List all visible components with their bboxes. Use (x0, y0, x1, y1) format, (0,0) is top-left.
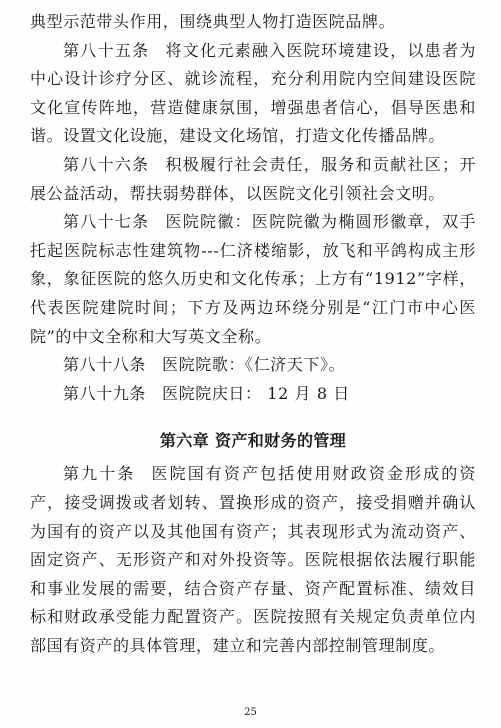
article-text: 医院国有资产包括使用财政资金形成的资产，接受调拨或者划转、置换形成的资产，接受捐赠并确认为国有的资产以及其他国有资产；其表现形式为流动资产、固定资产、无形资产和对外投资等。医院根据依法履行职能和事业发展的需要，结合资产存量、资产配置标准、绩效目标和财政承受能力配置资产。医院按照有关规定负责单位内部国有资产的具体管理，建立和完善内部控制管理制度。 (30, 464, 476, 655)
article-number: 第八十六条 (63, 154, 150, 174)
article-number: 第八十七条 (63, 212, 150, 232)
chapter-title: 第六章 资产和财务的管理 (159, 431, 347, 451)
article-text: 将文化元素融入医院环境建设，以患者为中心设计诊疗分区、就诊流程，充分利用院内空间建设医院文化宣传阵地，营造健康氛围，增强患者信心，倡导医患和谐。设置文化设施，建设文化场馆，打造文化传播品牌。 (30, 40, 476, 146)
page-content (30, 8, 476, 660)
article-number: 第八十五条 (63, 40, 150, 60)
article-number: 第八十八条 (63, 355, 147, 375)
article-text: 医院院庆日： 12 月 8 日 (162, 383, 350, 403)
article-87 (30, 208, 476, 351)
article-90 (30, 460, 476, 660)
article-text: 积极履行社会责任，服务和贡献社区；开展公益活动，帮扶弱势群体，以医院文化引领社会文明。 (30, 154, 476, 203)
article-85 (30, 37, 476, 151)
article-86 (30, 151, 476, 208)
paragraph-continuation (30, 8, 476, 37)
article-text: 医院院徽：医院院徽为椭圆形徽章，双手托起医院标志性建筑物---仁济楼缩影，放飞和平鸽构成主形象，象征医院的悠久历史和文化传承；上方有“1912”字样，代表医院建院时间；下方及两边环绕分别是“江门市中心医院”的中文全称和大写英文全称。 (30, 212, 476, 346)
article-number: 第八十九条 (63, 383, 147, 403)
article-89 (30, 380, 476, 409)
page-number: 25 (244, 707, 257, 718)
article-text: 医院院歌：《仁济天下》。 (162, 355, 346, 375)
paragraph-text: 典型示范带头作用，围绕典型人物打造医院品牌。 (30, 12, 396, 31)
article-88 (30, 351, 476, 380)
article-number: 第九十条 (63, 464, 136, 484)
